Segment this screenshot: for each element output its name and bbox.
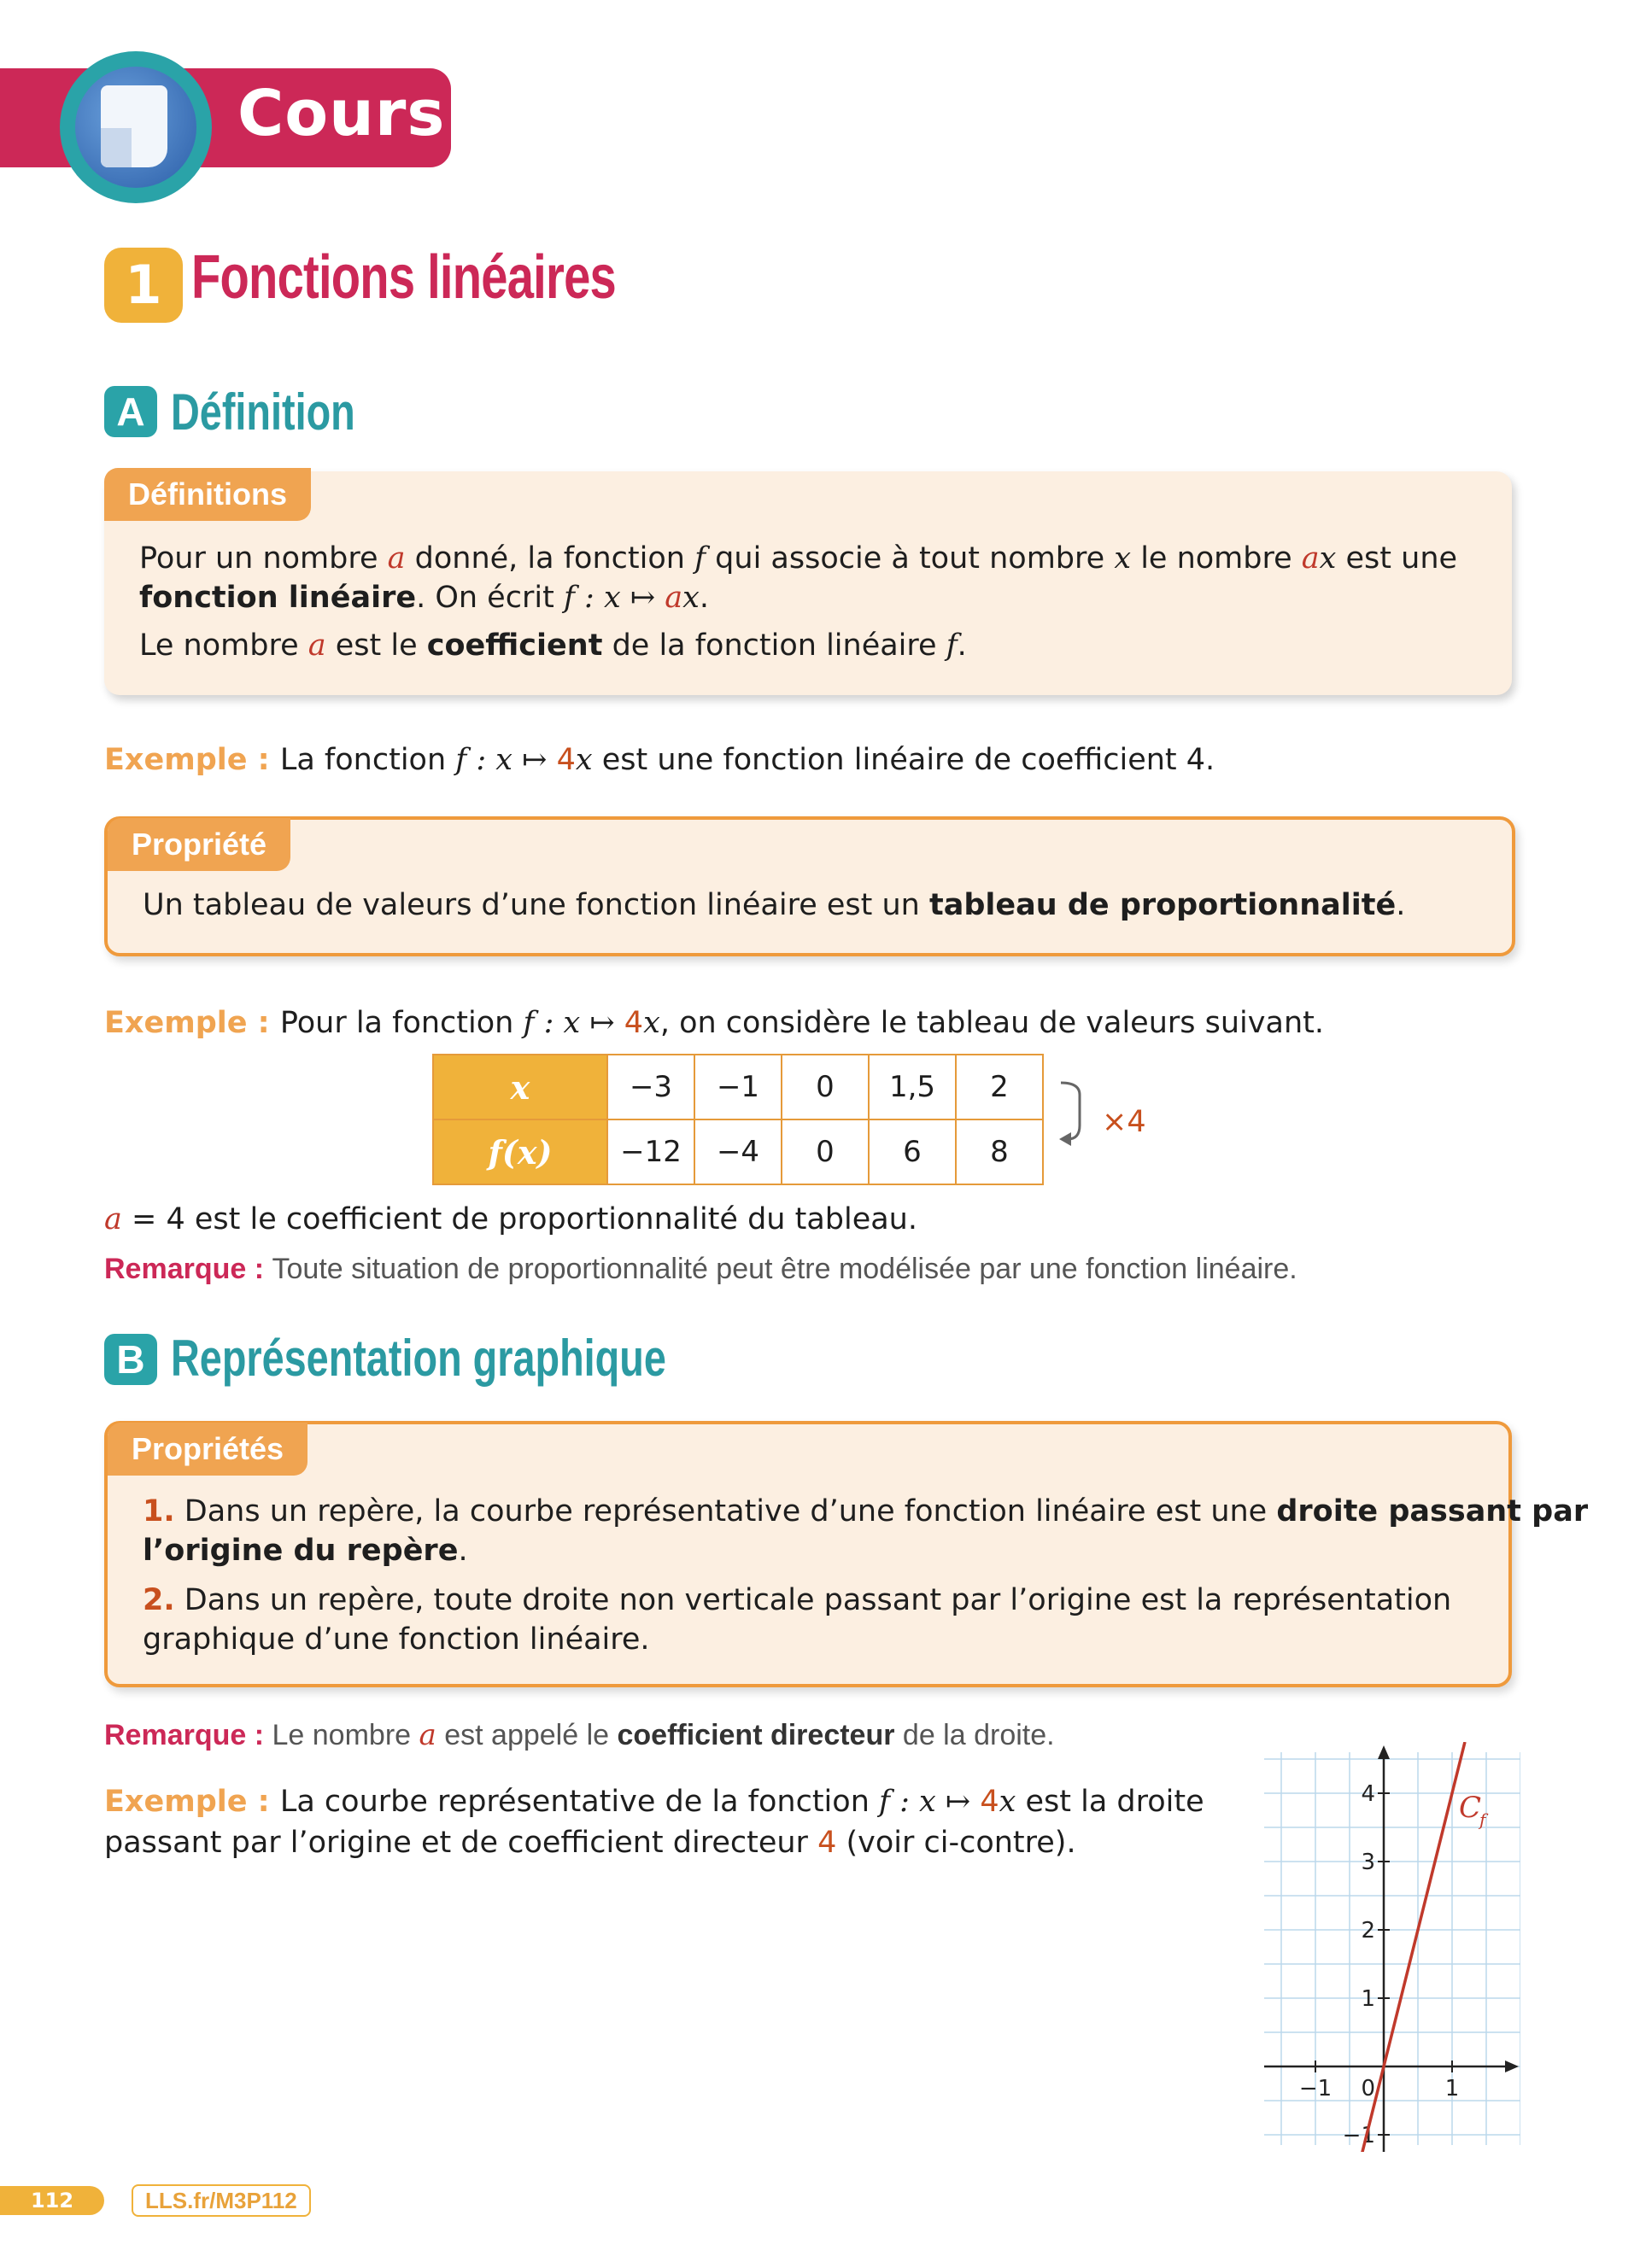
coef: 4 bbox=[980, 1785, 999, 1819]
text: est une bbox=[1336, 541, 1458, 576]
var-a: a bbox=[308, 628, 326, 663]
text: passant par l’origine et de coefficient directeur bbox=[104, 1826, 818, 1860]
y-tick-label: −1 bbox=[1342, 2123, 1375, 2148]
table-cell: −3 bbox=[607, 1055, 694, 1119]
example-3-line-1 bbox=[104, 1781, 1204, 1822]
text: de la fonction linéaire bbox=[602, 628, 946, 663]
list-number: 2. bbox=[143, 1583, 175, 1617]
text: Le nombre bbox=[272, 1719, 419, 1751]
example-label: Exemple : bbox=[104, 1785, 280, 1819]
coefficient-line bbox=[104, 1199, 917, 1240]
text: le nombre bbox=[1131, 541, 1302, 576]
table-cell: 2 bbox=[956, 1055, 1043, 1119]
coef: 4 bbox=[817, 1826, 837, 1860]
expr: : x ↦ bbox=[534, 1006, 624, 1040]
y-axis-arrow-icon bbox=[1378, 1745, 1390, 1759]
table-cell: −12 bbox=[607, 1119, 694, 1184]
subsection-a-badge: A bbox=[104, 386, 157, 437]
bold-term: fonction linéaire bbox=[139, 581, 417, 615]
var-f: f bbox=[523, 1006, 535, 1040]
curve-label-subscript: f bbox=[1479, 1809, 1486, 1830]
property-2-line-1 bbox=[143, 1580, 1451, 1621]
curve-label: C bbox=[1459, 1791, 1482, 1825]
document-icon-fold bbox=[101, 128, 132, 167]
property-1-line-1 bbox=[143, 1491, 1588, 1532]
definition-line-2 bbox=[139, 577, 709, 618]
text: Un tableau de valeurs d’une fonction linéaire est un bbox=[143, 888, 929, 922]
y-tick-label: 3 bbox=[1361, 1850, 1375, 1875]
property-2-line-2: graphique d’une fonction linéaire. bbox=[143, 1622, 650, 1657]
text: est appelé le bbox=[436, 1719, 618, 1751]
text: . bbox=[699, 581, 710, 615]
text: . bbox=[458, 1534, 468, 1568]
table-header-fx: f(x) bbox=[433, 1119, 607, 1184]
text: est la droite bbox=[1016, 1785, 1204, 1819]
text: (voir ci-contre). bbox=[836, 1826, 1076, 1860]
property-tab: Propriété bbox=[108, 818, 290, 871]
text: Dans un repère, la courbe représentative d’une fonction linéaire est une bbox=[174, 1494, 1277, 1529]
var-x: x bbox=[643, 1006, 660, 1040]
bold-term: l’origine du repère bbox=[143, 1534, 459, 1568]
text: donné, la fonction bbox=[405, 541, 695, 576]
remark-label: Remarque : bbox=[104, 1719, 272, 1751]
var-x: x bbox=[682, 581, 700, 615]
var-f: f bbox=[946, 628, 958, 663]
var-x: x bbox=[575, 743, 593, 777]
y-tick-label: 2 bbox=[1361, 1918, 1375, 1944]
values-table bbox=[432, 1054, 1044, 1185]
var-a: a bbox=[1301, 541, 1320, 576]
table-cell: 0 bbox=[782, 1055, 869, 1119]
remark-2 bbox=[104, 1715, 1055, 1756]
x-axis-arrow-icon bbox=[1505, 2060, 1519, 2072]
bold-term: coefficient directeur bbox=[617, 1719, 895, 1751]
x-tick-label: 1 bbox=[1444, 2076, 1460, 2101]
var-a: a bbox=[419, 1718, 436, 1752]
bold-term: droite passant par bbox=[1276, 1494, 1589, 1529]
example-3-line-2 bbox=[104, 1822, 1076, 1863]
subsection-a-title: Définition bbox=[171, 383, 355, 441]
property-1-line-2 bbox=[143, 1530, 468, 1571]
table-cell: −4 bbox=[694, 1119, 782, 1184]
expr: : x ↦ bbox=[889, 1785, 981, 1819]
var-x: x bbox=[1319, 541, 1337, 576]
text: est une fonction linéaire de coefficient 4. bbox=[592, 743, 1215, 777]
resource-link[interactable]: LLS.fr/M3P112 bbox=[132, 2184, 311, 2217]
text: , on considère le tableau de valeurs suivant. bbox=[659, 1006, 1324, 1040]
table-cell: 6 bbox=[869, 1119, 956, 1184]
table-cell: 0 bbox=[782, 1119, 869, 1184]
remark-label: Remarque : bbox=[104, 1253, 272, 1285]
definition-line-3 bbox=[139, 625, 967, 666]
property-text bbox=[143, 885, 1405, 926]
var-f: f bbox=[563, 581, 575, 615]
list-number: 1. bbox=[143, 1494, 175, 1529]
var-f: f bbox=[879, 1785, 890, 1819]
linear-function-graph bbox=[1264, 1742, 1520, 2152]
expr: : x ↦ bbox=[466, 743, 557, 777]
coef: 4 bbox=[624, 1006, 644, 1040]
page-number: 112 bbox=[0, 2186, 104, 2215]
definitions-tab: Définitions bbox=[104, 468, 311, 521]
var-f: f bbox=[694, 541, 706, 576]
origin-label: 0 bbox=[1361, 2076, 1375, 2101]
coef: 4 bbox=[556, 743, 576, 777]
var-x: x bbox=[1114, 541, 1132, 576]
var-a: a bbox=[665, 581, 683, 615]
text: Le nombre bbox=[139, 628, 308, 663]
text: . bbox=[1396, 888, 1406, 922]
var-f: f bbox=[455, 743, 467, 777]
example-1 bbox=[104, 739, 1215, 780]
bold-term: tableau de proportionnalité bbox=[928, 888, 1397, 922]
text: . On écrit bbox=[416, 581, 564, 615]
remark-1 bbox=[104, 1248, 1297, 1289]
text: Pour un nombre bbox=[139, 541, 388, 576]
expr: : x ↦ bbox=[574, 581, 665, 615]
table-cell: −1 bbox=[694, 1055, 782, 1119]
text: est le coefficient de proportionnalité du tableau. bbox=[184, 1202, 917, 1236]
subsection-b-title: Représentation graphique bbox=[171, 1330, 666, 1387]
y-tick-label: 1 bbox=[1361, 1986, 1375, 2012]
text: La fonction bbox=[279, 743, 456, 777]
text: La courbe représentative de la fonction bbox=[279, 1785, 880, 1819]
section-title: Fonctions linéaires bbox=[191, 243, 616, 312]
y-tick-label: 4 bbox=[1361, 1781, 1375, 1807]
table-cell: 8 bbox=[956, 1119, 1043, 1184]
multiplier-label: ×4 bbox=[1102, 1105, 1146, 1139]
subsection-b-badge: B bbox=[104, 1334, 157, 1385]
multiplier-arrow-icon bbox=[1056, 1078, 1098, 1154]
example-label: Exemple : bbox=[104, 1006, 280, 1040]
text: de la droite. bbox=[894, 1719, 1055, 1751]
cours-title: Cours bbox=[237, 77, 446, 150]
x-tick-label: −1 bbox=[1298, 2076, 1332, 2101]
table-header-x: x bbox=[433, 1055, 607, 1119]
table-row bbox=[433, 1119, 1043, 1184]
text: Dans un repère, toute droite non verticale passant par l’origine est la représentation bbox=[174, 1583, 1452, 1617]
text: est le bbox=[325, 628, 427, 663]
table-row bbox=[433, 1055, 1043, 1119]
definition-line-1 bbox=[139, 538, 1457, 579]
text: qui associe à tout nombre bbox=[706, 541, 1115, 576]
table-cell: 1,5 bbox=[869, 1055, 956, 1119]
properties-tab: Propriétés bbox=[108, 1423, 308, 1476]
text: = 4 bbox=[121, 1202, 185, 1236]
example-label: Exemple : bbox=[104, 743, 280, 777]
section-number: 1 bbox=[104, 248, 183, 323]
text: Pour la fonction bbox=[279, 1006, 524, 1040]
var-a: a bbox=[104, 1202, 122, 1236]
var-a: a bbox=[387, 541, 406, 576]
var-x: x bbox=[999, 1785, 1016, 1819]
example-2 bbox=[104, 1002, 1324, 1043]
text: Toute situation de proportionnalité peut être modélisée par une fonction linéaire. bbox=[272, 1253, 1297, 1285]
bold-term: coefficient bbox=[426, 628, 603, 663]
text: . bbox=[957, 628, 967, 663]
